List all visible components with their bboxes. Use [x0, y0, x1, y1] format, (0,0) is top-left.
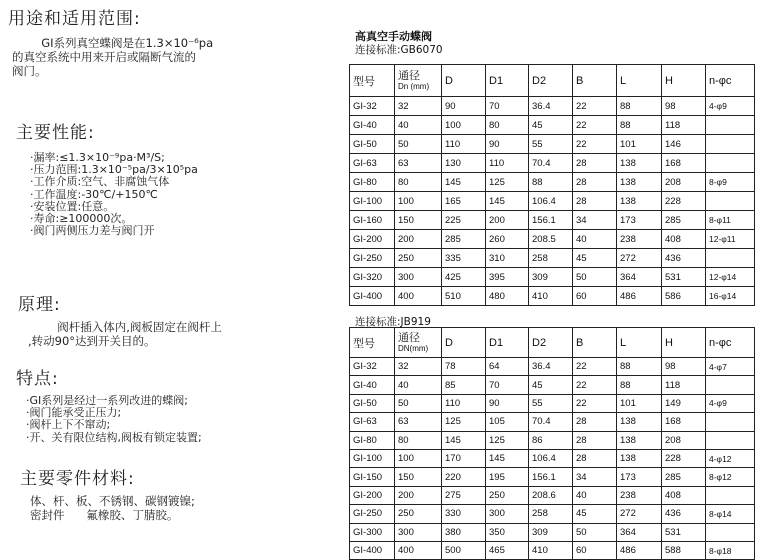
cell-d: 110: [442, 135, 486, 154]
cell-d2: 36.4: [529, 358, 573, 376]
cell-b: 22: [573, 135, 617, 154]
cell-d1: 260: [486, 230, 529, 249]
cell-l: 138: [617, 173, 662, 192]
header-l: L: [617, 328, 662, 358]
cell-l: 138: [617, 192, 662, 211]
cell-d: 225: [442, 211, 486, 230]
cell-l: 173: [617, 468, 662, 486]
cell-dn: 40: [395, 376, 442, 394]
cell-dn: 50: [395, 135, 442, 154]
cell-h: 98: [662, 97, 706, 116]
cell-d: 130: [442, 154, 486, 173]
cell-h: 408: [662, 230, 706, 249]
table-row: [350, 135, 755, 154]
cell-dn: 150: [395, 468, 442, 486]
cell-d: 85: [442, 376, 486, 394]
cell-b: 28: [573, 413, 617, 431]
header-nd: n-φc: [706, 65, 755, 97]
table-row: [350, 468, 755, 486]
cell-b: 45: [573, 505, 617, 523]
cell-l: 272: [617, 249, 662, 268]
performance-item: ·阀门两侧压力差与阀门开: [30, 224, 155, 238]
cell-dn: 400: [395, 541, 442, 559]
cell-h: 586: [662, 287, 706, 306]
feature-item: ·阀门能承受正压力;: [26, 406, 122, 420]
header-dn-label: 通径: [398, 70, 420, 82]
cell-nd: 8-φ12: [706, 468, 755, 486]
cell-b: 22: [573, 358, 617, 376]
header-dn: [395, 328, 442, 358]
table-row: [350, 505, 755, 523]
table-row: [350, 154, 755, 173]
features-list: [26, 395, 202, 444]
cell-nd: 8-φ11: [706, 211, 755, 230]
cell-d: 425: [442, 268, 486, 287]
cell-b: 28: [573, 431, 617, 449]
performance-heading: 主要性能:: [16, 123, 95, 143]
table-row: [350, 173, 755, 192]
cell-d: 380: [442, 523, 486, 541]
cell-model: GI-400: [350, 287, 395, 306]
cell-b: 50: [573, 268, 617, 287]
cell-h: 98: [662, 358, 706, 376]
cell-nd: [706, 413, 755, 431]
usage-text: GI系列真空蝶阀是在1.3×10⁻⁶pa 的真空系统中用来开启或隔断气流的 阀门。: [12, 36, 214, 78]
cell-dn: 200: [395, 230, 442, 249]
cell-l: 138: [617, 154, 662, 173]
cell-h: 168: [662, 413, 706, 431]
header-dn-unit: Dn (mm): [398, 82, 430, 91]
cell-l: 486: [617, 287, 662, 306]
cell-h: 146: [662, 135, 706, 154]
cell-l: 138: [617, 413, 662, 431]
cell-b: 28: [573, 173, 617, 192]
cell-nd: 4-φ9: [706, 97, 755, 116]
cell-h: 436: [662, 249, 706, 268]
header-model: 型号: [350, 328, 395, 358]
cell-d2: 258: [529, 249, 573, 268]
cell-model: GI-300: [350, 523, 395, 541]
cell-nd: [706, 192, 755, 211]
cell-nd: [706, 376, 755, 394]
cell-dn: 32: [395, 97, 442, 116]
cell-nd: [706, 135, 755, 154]
cell-model: GI-32: [350, 97, 395, 116]
cell-model: GI-160: [350, 211, 395, 230]
cell-nd: 12-φ14: [706, 268, 755, 287]
cell-d2: 106.4: [529, 449, 573, 467]
cell-dn: 400: [395, 287, 442, 306]
cell-h: 168: [662, 154, 706, 173]
cell-l: 138: [617, 431, 662, 449]
cell-l: 88: [617, 358, 662, 376]
cell-d2: 208.5: [529, 230, 573, 249]
cell-l: 238: [617, 230, 662, 249]
table-row: [350, 523, 755, 541]
cell-h: 208: [662, 431, 706, 449]
cell-model: GI-40: [350, 116, 395, 135]
spec-table-gb6070: [349, 64, 755, 306]
performance-item: ·漏率:≤1.3×10⁻⁹pa·M³/S;: [30, 151, 165, 164]
cell-b: 22: [573, 116, 617, 135]
cell-model: GI-80: [350, 431, 395, 449]
cell-b: 22: [573, 394, 617, 412]
table-row: [350, 449, 755, 467]
cell-l: 101: [617, 394, 662, 412]
cell-nd: [706, 523, 755, 541]
cell-nd: 4-φ7: [706, 358, 755, 376]
performance-item: ·工作温度:-30℃/+150℃: [30, 187, 158, 201]
cell-d: 100: [442, 116, 486, 135]
cell-model: GI-50: [350, 135, 395, 154]
cell-d1: 310: [486, 249, 529, 268]
table-row: [350, 541, 755, 559]
cell-dn: 250: [395, 505, 442, 523]
cell-dn: 100: [395, 449, 442, 467]
cell-model: GI-200: [350, 486, 395, 504]
cell-d1: 300: [486, 505, 529, 523]
principle-text: 阀杆插入体内,阀板固定在阀杆上 ,转动90°达到开关目的。: [28, 320, 222, 348]
cell-h: 531: [662, 523, 706, 541]
cell-d: 170: [442, 449, 486, 467]
cell-b: 28: [573, 154, 617, 173]
cell-dn: 80: [395, 173, 442, 192]
cell-d: 335: [442, 249, 486, 268]
cell-model: GI-320: [350, 268, 395, 287]
cell-h: 285: [662, 468, 706, 486]
cell-d: 500: [442, 541, 486, 559]
cell-model: GI-200: [350, 230, 395, 249]
cell-l: 88: [617, 97, 662, 116]
feature-item: ·GI系列是经过一系列改进的蝶阀;: [26, 394, 188, 407]
cell-b: 28: [573, 449, 617, 467]
cell-d1: 105: [486, 413, 529, 431]
header-model: 型号: [350, 65, 395, 97]
cell-h: 285: [662, 211, 706, 230]
cell-d1: 70: [486, 376, 529, 394]
cell-model: GI-250: [350, 249, 395, 268]
header-h: H: [662, 65, 706, 97]
cell-nd: [706, 431, 755, 449]
cell-d2: 45: [529, 116, 573, 135]
cell-model: GI-250: [350, 505, 395, 523]
cell-d2: 45: [529, 376, 573, 394]
cell-d: 125: [442, 413, 486, 431]
cell-b: 22: [573, 376, 617, 394]
cell-b: 40: [573, 230, 617, 249]
cell-dn: 250: [395, 249, 442, 268]
table-row: [350, 486, 755, 504]
cell-d: 510: [442, 287, 486, 306]
cell-l: 173: [617, 211, 662, 230]
materials-text: 体、杆、板、不锈钢、碳钢镀镍; 密封件 氟橡胶、丁腈胶。: [30, 494, 195, 522]
cell-d2: 156.1: [529, 211, 573, 230]
cell-d1: 64: [486, 358, 529, 376]
cell-d1: 465: [486, 541, 529, 559]
cell-h: 588: [662, 541, 706, 559]
header-d2: D2: [529, 65, 573, 97]
cell-h: 149: [662, 394, 706, 412]
cell-l: 272: [617, 505, 662, 523]
cell-d2: 106.4: [529, 192, 573, 211]
cell-nd: 8-φ14: [706, 505, 755, 523]
cell-d2: 258: [529, 505, 573, 523]
feature-item: ·开、关有限位结构,阀板有锁定装置;: [26, 430, 202, 444]
cell-d2: 55: [529, 135, 573, 154]
table-row: [350, 287, 755, 306]
cell-b: 22: [573, 97, 617, 116]
cell-d1: 145: [486, 192, 529, 211]
cell-d2: 309: [529, 523, 573, 541]
cell-d1: 395: [486, 268, 529, 287]
cell-l: 238: [617, 486, 662, 504]
table1-standard: 连接标准:GB6070: [355, 44, 443, 56]
table-row: [350, 268, 755, 287]
header-d: D: [442, 65, 486, 97]
spec-table-jb919: [349, 327, 755, 560]
table-row: [350, 394, 755, 412]
cell-nd: 12-φ11: [706, 230, 755, 249]
header-d1: D1: [486, 328, 529, 358]
table-row: [350, 413, 755, 431]
table-row: [350, 358, 755, 376]
cell-dn: 32: [395, 358, 442, 376]
cell-d1: 70: [486, 97, 529, 116]
header-h: H: [662, 328, 706, 358]
cell-d1: 195: [486, 468, 529, 486]
table1-title: 高真空手动蝶阀: [355, 30, 432, 43]
cell-h: 436: [662, 505, 706, 523]
performance-list: [30, 152, 198, 237]
cell-d1: 250: [486, 486, 529, 504]
cell-d: 145: [442, 173, 486, 192]
cell-d1: 200: [486, 211, 529, 230]
performance-item: ·安装位置:任意。: [30, 199, 115, 213]
cell-dn: 200: [395, 486, 442, 504]
cell-d: 165: [442, 192, 486, 211]
header-nd: n-φc: [706, 328, 755, 358]
cell-d2: 55: [529, 394, 573, 412]
cell-b: 50: [573, 523, 617, 541]
cell-nd: 4-φ12: [706, 449, 755, 467]
cell-d1: 110: [486, 154, 529, 173]
cell-model: GI-400: [350, 541, 395, 559]
cell-d: 220: [442, 468, 486, 486]
header-d1: D1: [486, 65, 529, 97]
header-d: D: [442, 328, 486, 358]
cell-h: 408: [662, 486, 706, 504]
cell-h: 118: [662, 116, 706, 135]
cell-nd: [706, 154, 755, 173]
cell-h: 208: [662, 173, 706, 192]
cell-nd: 16-φ14: [706, 287, 755, 306]
cell-nd: [706, 116, 755, 135]
cell-d: 275: [442, 486, 486, 504]
cell-b: 40: [573, 486, 617, 504]
performance-item: ·寿命:≥100000次。: [30, 212, 133, 226]
cell-d1: 90: [486, 394, 529, 412]
cell-d2: 410: [529, 287, 573, 306]
cell-model: GI-100: [350, 192, 395, 211]
cell-nd: 8-φ9: [706, 173, 755, 192]
cell-d1: 145: [486, 449, 529, 467]
cell-d2: 86: [529, 431, 573, 449]
cell-dn: 50: [395, 394, 442, 412]
cell-d: 145: [442, 431, 486, 449]
usage-heading: 用途和适用范围:: [8, 9, 141, 29]
cell-model: GI-80: [350, 173, 395, 192]
cell-dn: 63: [395, 413, 442, 431]
cell-b: 60: [573, 541, 617, 559]
cell-d1: 125: [486, 173, 529, 192]
cell-d: 90: [442, 97, 486, 116]
cell-d: 78: [442, 358, 486, 376]
cell-h: 228: [662, 449, 706, 467]
cell-h: 228: [662, 192, 706, 211]
cell-d2: 70.4: [529, 413, 573, 431]
table-row: [350, 211, 755, 230]
cell-dn: 80: [395, 431, 442, 449]
table-row: [350, 230, 755, 249]
principle-heading: 原理:: [18, 295, 61, 315]
header-dn-unit: DN(mm): [398, 344, 429, 353]
cell-b: 34: [573, 468, 617, 486]
table2-standard: 连接标准:JB919: [355, 316, 431, 328]
header-dn: [395, 65, 442, 97]
cell-dn: 300: [395, 523, 442, 541]
header-b: B: [573, 65, 617, 97]
header-l: L: [617, 65, 662, 97]
cell-model: GI-40: [350, 376, 395, 394]
cell-d2: 70.4: [529, 154, 573, 173]
cell-model: GI-63: [350, 413, 395, 431]
cell-nd: [706, 486, 755, 504]
table-row: [350, 431, 755, 449]
cell-dn: 150: [395, 211, 442, 230]
cell-l: 101: [617, 135, 662, 154]
performance-item: ·工作介质:空气、非腐蚀气体: [30, 175, 170, 189]
cell-d2: 36.4: [529, 97, 573, 116]
feature-item: ·阀杆上下不窜动;: [26, 418, 111, 432]
cell-d: 110: [442, 394, 486, 412]
cell-d2: 156.1: [529, 468, 573, 486]
cell-b: 28: [573, 192, 617, 211]
cell-l: 88: [617, 116, 662, 135]
cell-nd: 8-φ18: [706, 541, 755, 559]
cell-dn: 100: [395, 192, 442, 211]
cell-d1: 480: [486, 287, 529, 306]
cell-l: 486: [617, 541, 662, 559]
cell-d2: 208.6: [529, 486, 573, 504]
cell-b: 60: [573, 287, 617, 306]
cell-d1: 90: [486, 135, 529, 154]
materials-heading: 主要零件材料:: [20, 469, 135, 489]
cell-dn: 40: [395, 116, 442, 135]
cell-d1: 350: [486, 523, 529, 541]
features-heading: 特点:: [16, 369, 59, 389]
cell-d: 330: [442, 505, 486, 523]
cell-nd: 4-φ9: [706, 394, 755, 412]
header-b: B: [573, 328, 617, 358]
cell-model: GI-100: [350, 449, 395, 467]
cell-b: 45: [573, 249, 617, 268]
cell-d2: 410: [529, 541, 573, 559]
table-row: [350, 376, 755, 394]
cell-model: GI-63: [350, 154, 395, 173]
cell-l: 138: [617, 449, 662, 467]
cell-l: 364: [617, 523, 662, 541]
cell-d1: 80: [486, 116, 529, 135]
cell-b: 34: [573, 211, 617, 230]
performance-item: ·压力范围:1.3×10⁻⁵pa/3×10⁵pa: [30, 163, 198, 177]
cell-model: GI-32: [350, 358, 395, 376]
cell-d2: 88: [529, 173, 573, 192]
cell-model: GI-150: [350, 468, 395, 486]
table-row: [350, 97, 755, 116]
cell-l: 88: [617, 376, 662, 394]
header-dn-label: 通径: [398, 332, 420, 344]
cell-dn: 63: [395, 154, 442, 173]
table-row: [350, 116, 755, 135]
header-d2: D2: [529, 328, 573, 358]
cell-l: 364: [617, 268, 662, 287]
table-row: [350, 249, 755, 268]
cell-d1: 125: [486, 431, 529, 449]
cell-h: 118: [662, 376, 706, 394]
table-row: [350, 192, 755, 211]
cell-d2: 309: [529, 268, 573, 287]
cell-d: 285: [442, 230, 486, 249]
cell-h: 531: [662, 268, 706, 287]
cell-nd: [706, 249, 755, 268]
cell-model: GI-50: [350, 394, 395, 412]
cell-dn: 300: [395, 268, 442, 287]
